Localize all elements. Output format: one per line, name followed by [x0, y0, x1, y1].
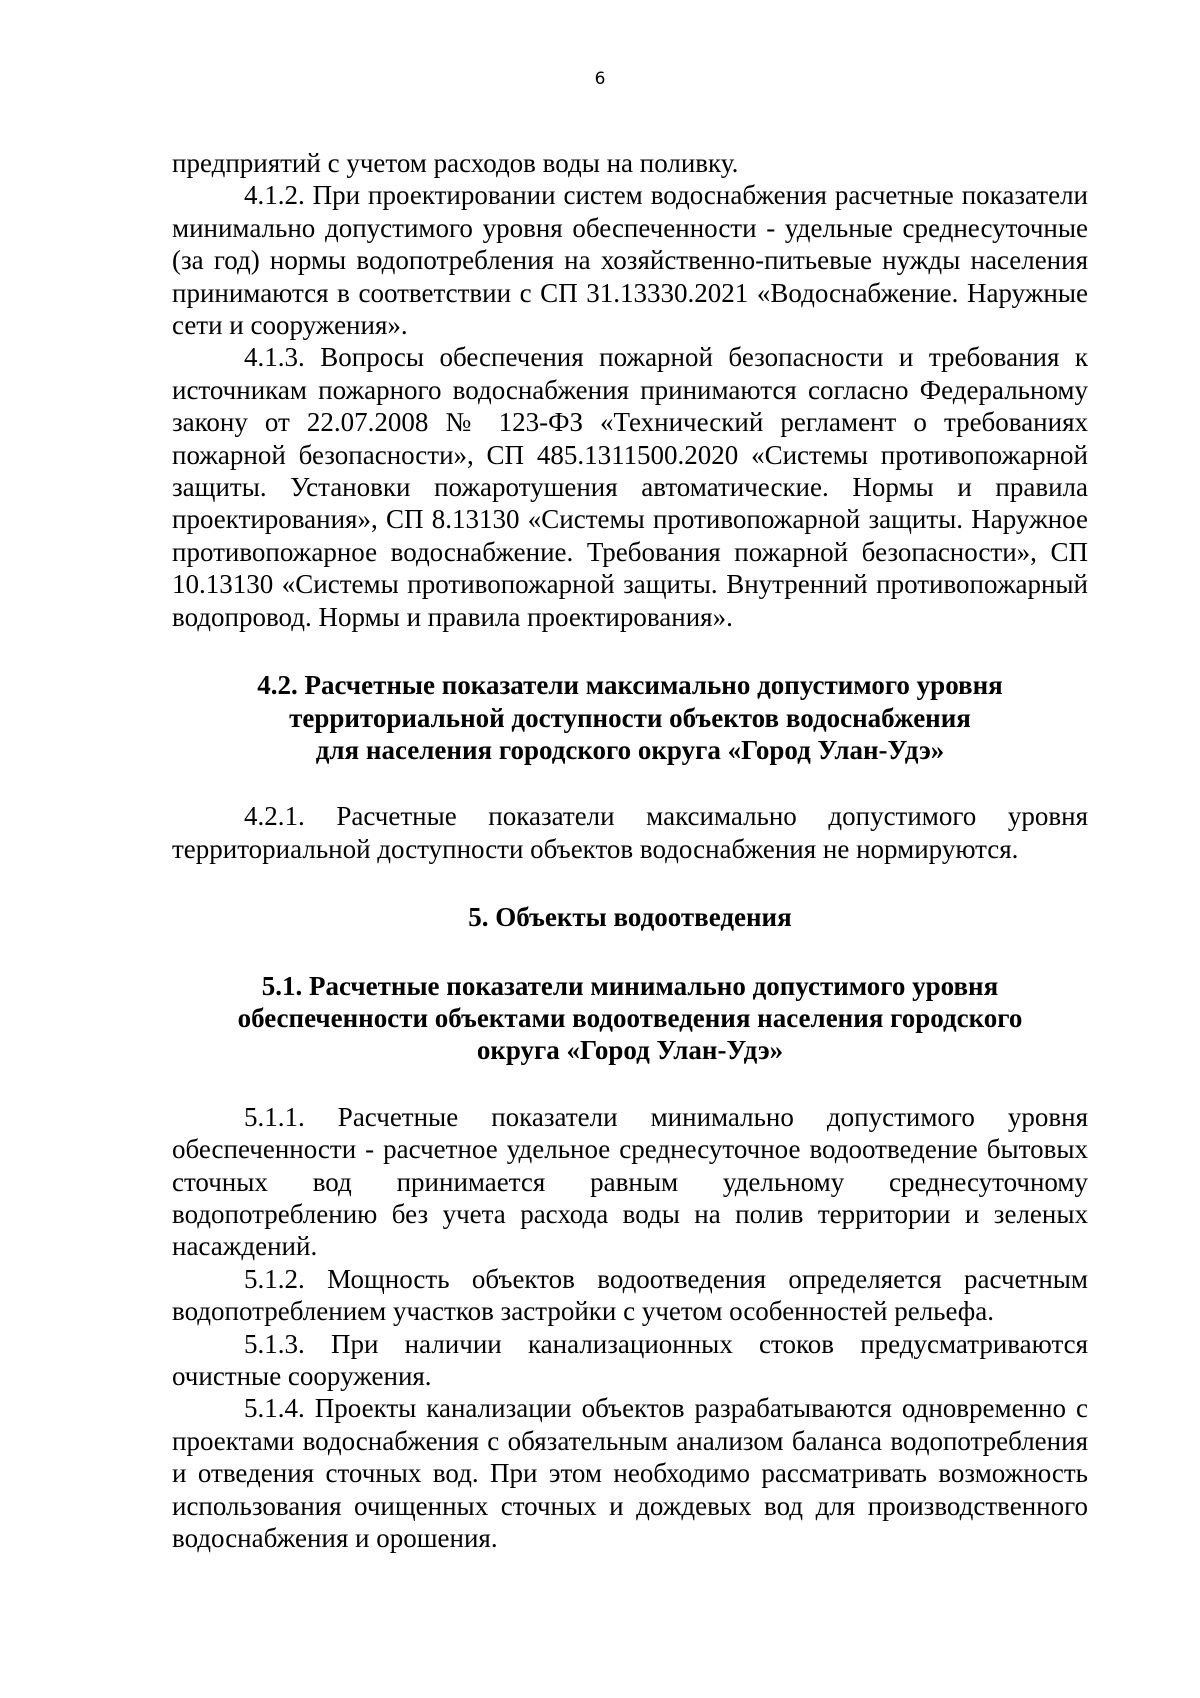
- paragraph-4-1-3: 4.1.3. Вопросы обеспечения пожарной безопасности и требования к источникам пожарного водоснабжения принимаются согласно Федеральному закону от 22.07.2008 № 123-ФЗ «Технический регламент о требованиях пожарной безопасности», СП 485.1311500.2020 «Системы противопожарной защиты. Установки пожаротушения автоматические. Нормы и правила проектирования», СП 8.13130 «Системы противопожарной защиты. Наружное противопожарное водоснабжение. Требования пожарной безопасности», СП 10.13130 «Системы противопожарной защиты. Внутренний противопожарный водопровод. Нормы и правила проектирования».: [172, 342, 1088, 632]
- chapter-heading-5: 5. Объекты водоотведения: [468, 902, 792, 933]
- paragraph-4-2-1: 4.2.1. Расчетные показатели максимально допустимого уровня территориальной доступности объектов водоснабжения не нормируются.: [172, 801, 1088, 864]
- page-number: 6: [594, 69, 606, 89]
- section-heading-4-2-line-1: 4.2. Расчетные показатели максимально допустимого уровня: [257, 670, 1003, 701]
- paragraph-5-1-3: 5.1.3. При наличии канализационных стоков предусматриваются очистные сооружения.: [172, 1328, 1088, 1391]
- section-heading-5-1-line-2: обеспеченности объектами водоотведения населения городского: [237, 1002, 1023, 1033]
- paragraph-5-1-1: 5.1.1. Расчетные показатели минимально допустимого уровня обеспеченности - расчетное удельное среднесуточное водоотведение бытовых сточных вод принимается равным удельному среднесуточному водопотреблению без учета расхода воды на полив территории и зеленых насаждений.: [172, 1101, 1088, 1262]
- paragraph-continuation: предприятий с учетом расходов воды на поливку.: [172, 148, 739, 178]
- paragraph-5-1-2: 5.1.2. Мощность объектов водоотведения определяется расчетным водопотреблением участков застройки с учетом особенностей рельефа.: [172, 1263, 1088, 1327]
- section-heading-5-1-line-1: 5.1. Расчетные показатели минимально допустимого уровня: [261, 970, 999, 1001]
- section-heading-4-2-line-2: территориальной доступности объектов водоснабжения: [289, 702, 971, 733]
- paragraph-4-1-2: 4.1.2. При проектировании систем водоснабжения расчетные показатели минимально допустимого уровня обеспеченности - удельные среднесуточные (за год) нормы водопотребления на хозяйственно-питьевые нужды населения принимаются в соответствии с СП 31.13330.2021 «Водоснабжение. Наружные сети и сооружения».: [172, 180, 1088, 341]
- section-heading-4-2-line-3: для населения городского округа «Город Улан-Удэ»: [315, 734, 945, 765]
- section-heading-5-1-line-3: округа «Город Улан-Удэ»: [476, 1035, 784, 1066]
- paragraph-5-1-4: 5.1.4. Проекты канализации объектов разрабатываются одновременно с проектами водоснабжения с обязательным анализом баланса водопотребления и отведения сточных вод. При этом необходимо рассматривать возможность использования очищенных сточных и дождевых вод для производственного водоснабжения и орошения.: [172, 1393, 1088, 1554]
- section-heading-4-2: [172, 669, 1088, 766]
- page-content: [172, 147, 1088, 1554]
- section-heading-5-1: [172, 970, 1088, 1067]
